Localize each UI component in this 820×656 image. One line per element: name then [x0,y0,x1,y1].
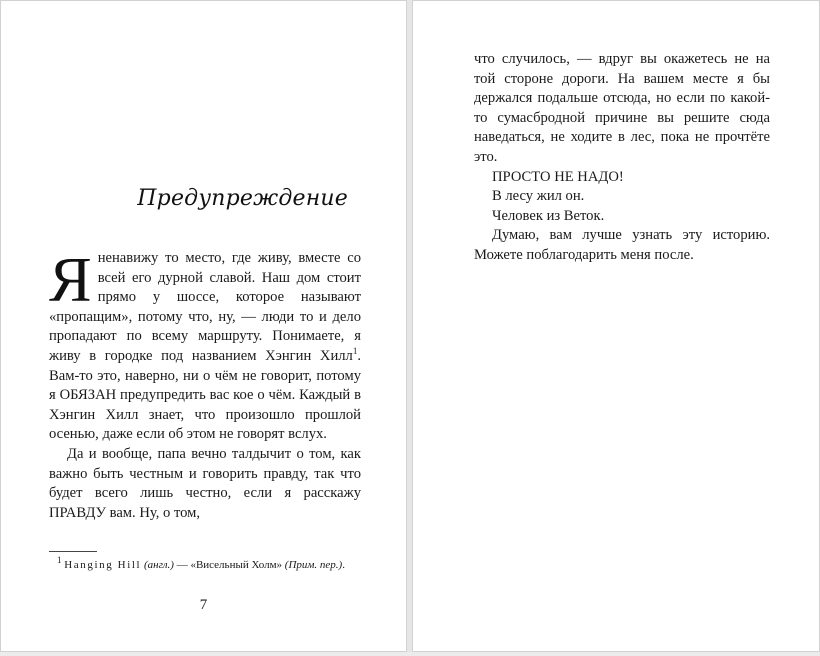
footnote-mark: 1 [57,555,62,566]
right-paragraph-1: что случилось, — вдруг вы окажетесь не на той стороне дороги. На вашем месте я бы держался подальше отсюда, но если по какой-то сумасбродной причине вы решите сюда наведаться, не ходите в лес, пока не прочтёте это. [474,51,770,165]
right-paragraph-4: Человек из Веток. [492,207,605,224]
footnote-translation: — «Висельный Холм» [173,559,285,571]
right-paragraph-2: ПРОСТО НЕ НАДО! [492,168,624,185]
paragraph-1-start: ненавижу то место, где живу, вместе со всей его дурной славой. Наш дом стоит прямо у шоссе, которое называют «пропащим», потому что, ну, — люди то и дело пропадают по всему маршруту. Понимаете, я живу в городке под названием Хэнгин Хилл [49,250,361,364]
page-number: 7 [199,597,208,613]
right-page-text [474,50,770,266]
footnote-translator-note: (Прим. пер.) [284,559,343,571]
paragraph-1-end: . Вам-то это, наверно, ни о чём не говорит, потому я ОБЯЗАН предупредить вас кое о чём. Каждый в Хэнгин Хилл знает, что произошло прошлой осенью, даже если об этом не говорят вслух. [49,347,361,443]
left-page-text [49,244,361,523]
footnote-english-term: Hanging Hill [64,559,142,571]
right-paragraph-3: В лесу жил он. [492,188,585,205]
footnote-divider [49,551,97,552]
footnote [49,557,361,574]
footnote-end: . [342,559,345,571]
right-paragraph-5: Думаю, вам лучше узнать эту историю. Можете поблагодарить меня после. [474,227,770,263]
footnote-language-note: (англ.) [143,559,174,571]
paragraph-1 [49,244,361,445]
footnote-reference[interactable]: 1 [352,346,358,357]
chapter-title: Предупреждение [137,186,348,211]
paragraph-2: Да и вообще, папа вечно талдычит о том, как важно быть честным и говорить правду, так что будет всего лишь честно, если я расскажу ПРАВДУ вам. Ну, о том, [49,445,361,521]
viewer-bottom-edge [0,652,820,656]
drop-cap: Я [49,244,92,315]
